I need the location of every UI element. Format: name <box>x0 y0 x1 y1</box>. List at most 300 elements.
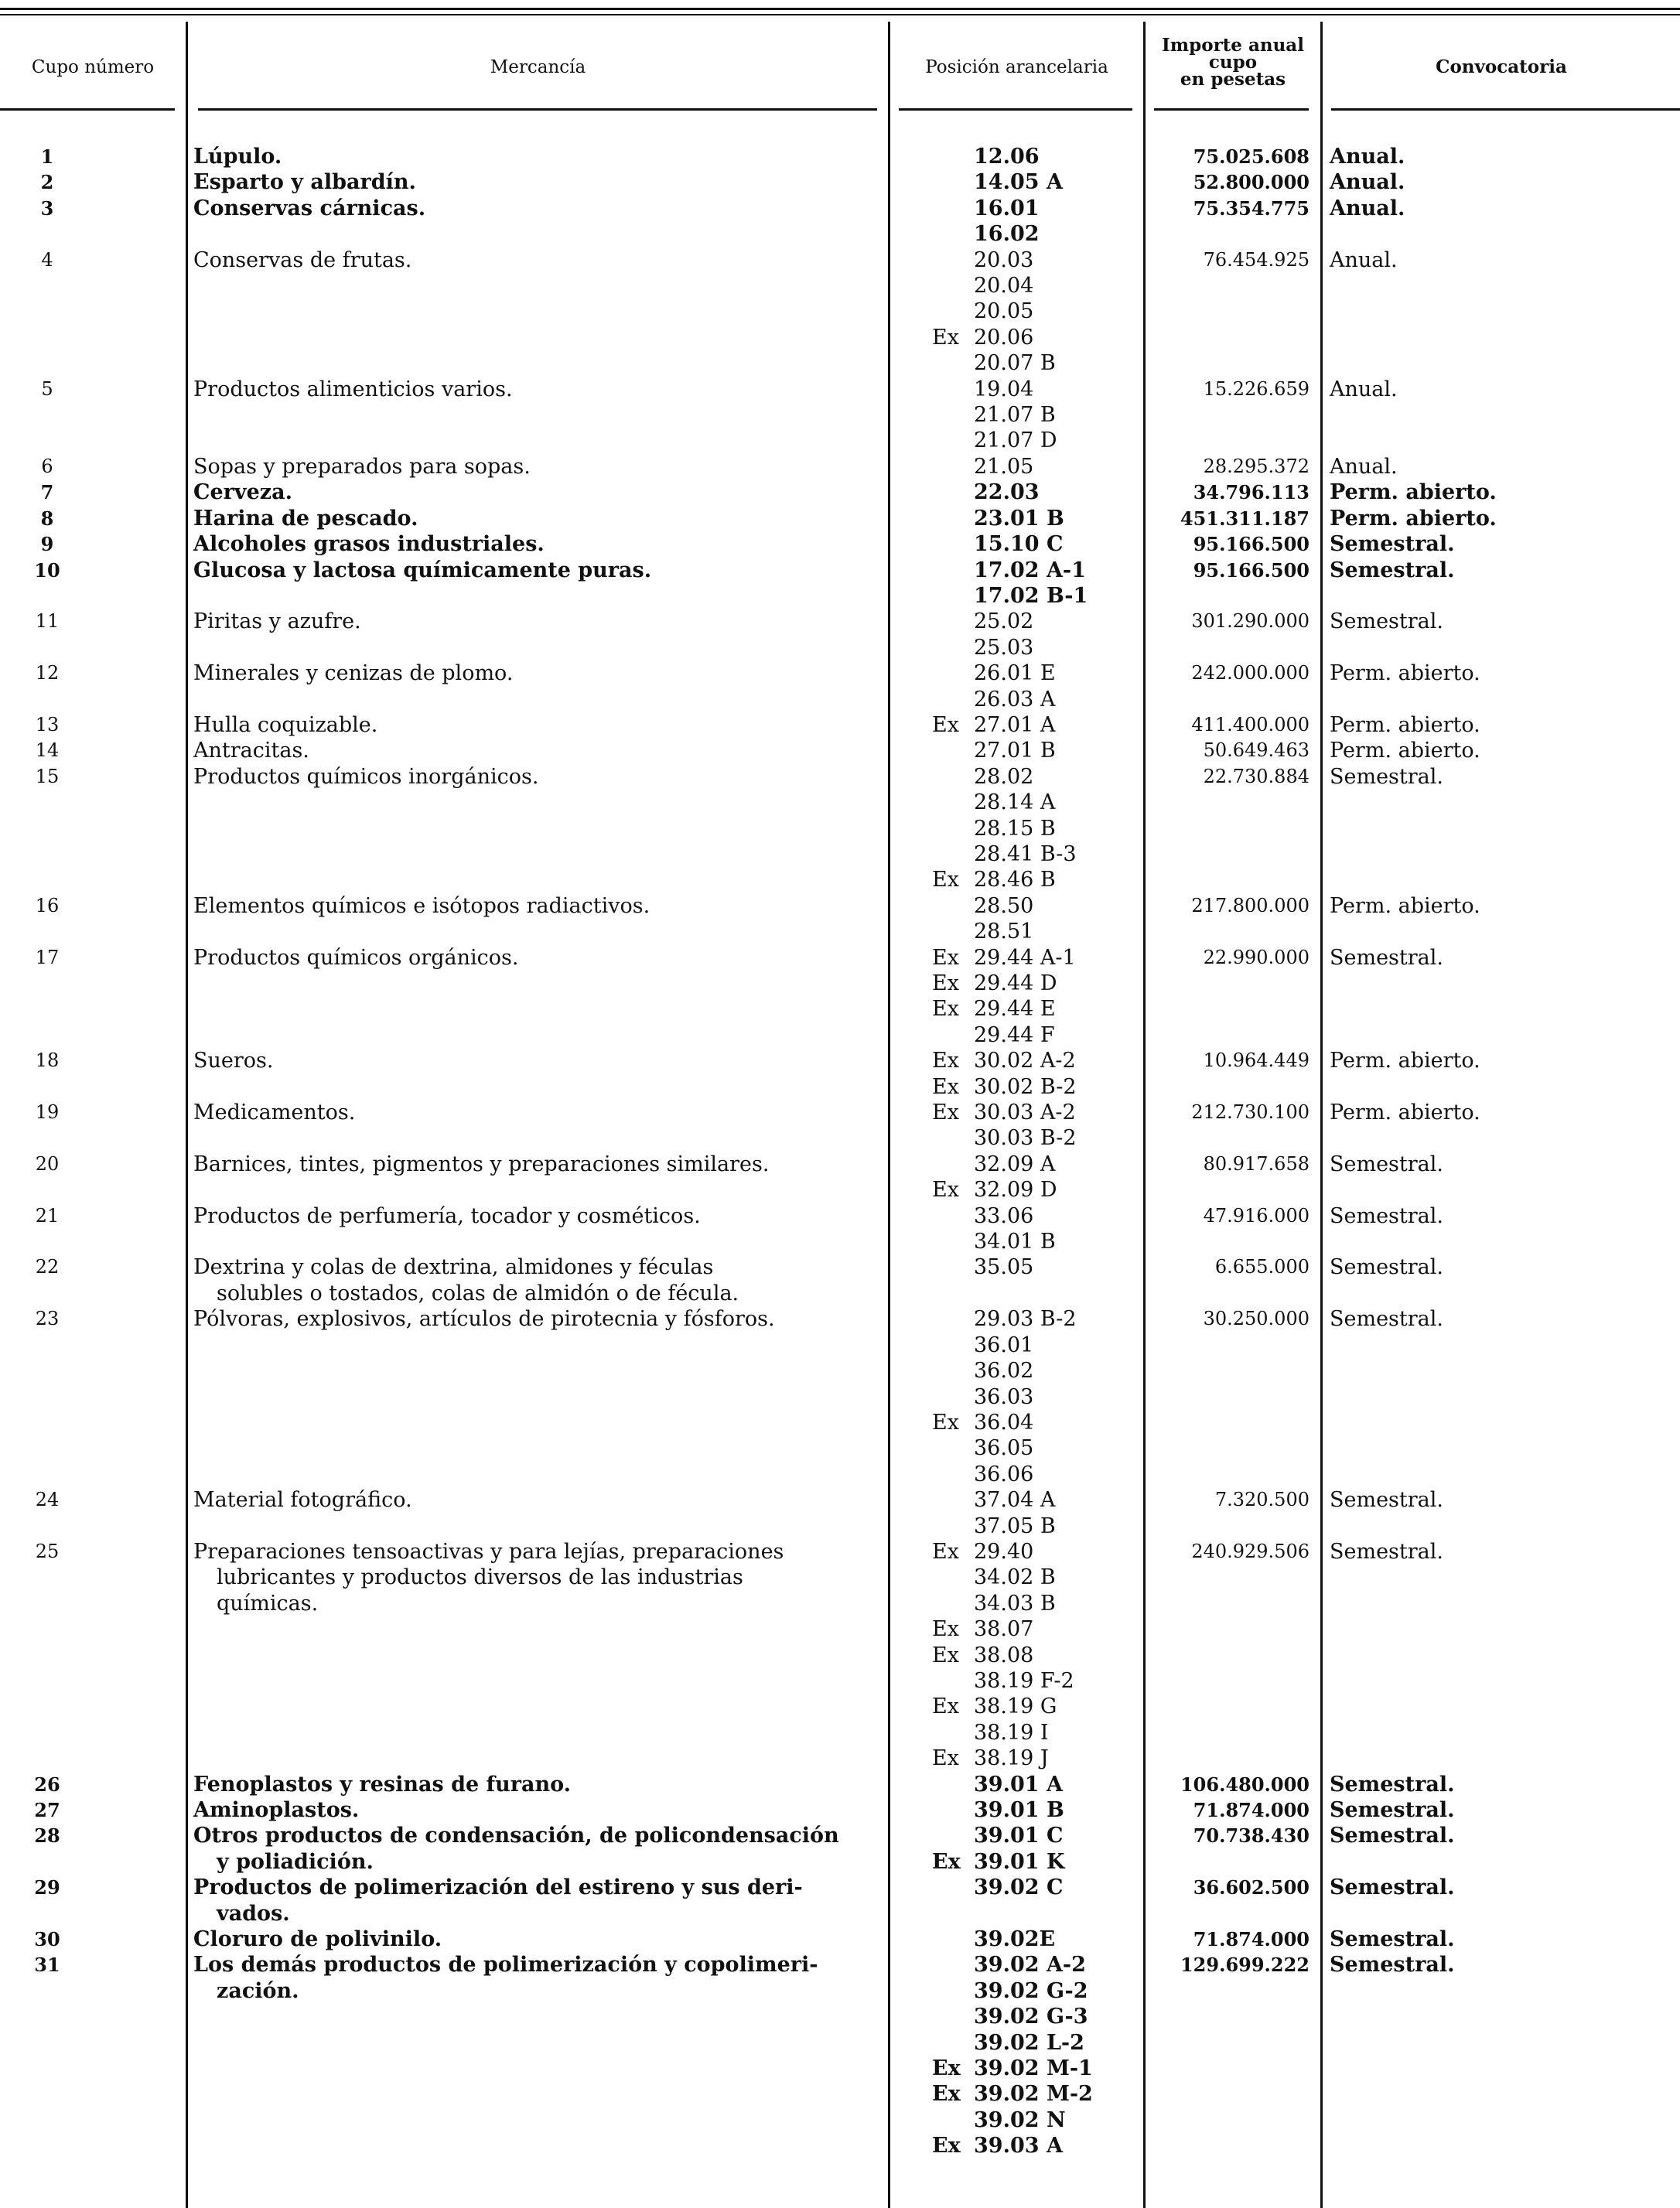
posicion-line <box>932 996 1145 1022</box>
mercancia-line: Dextrina y colas de dextrina, almidones y féculas <box>193 1255 714 1280</box>
cupo-number: 29 <box>34 1876 60 1899</box>
tariff-code: 12.06 <box>974 145 1040 169</box>
posicion-line <box>932 1772 1145 1797</box>
posicion-line <box>932 971 1145 996</box>
mercancia-line: Lúpulo. <box>193 145 282 169</box>
tariff-code: 38.19 J <box>974 1746 1049 1771</box>
posicion-line <box>932 479 1145 505</box>
table-row <box>0 945 1680 1049</box>
posicion-cell <box>890 1152 1145 1203</box>
importe-cell: 301.290.000 <box>1191 610 1310 633</box>
posicion-line <box>932 867 1145 892</box>
table-row <box>0 1797 1680 1823</box>
cupo-number: 6 <box>41 455 53 477</box>
tariff-code: 28.50 <box>974 893 1034 918</box>
posicion-line <box>932 350 1145 376</box>
tariff-code: 37.05 B <box>974 1514 1056 1538</box>
convocatoria-cell: Semestral. <box>1330 558 1455 582</box>
posicion-line <box>932 1022 1145 1048</box>
posicion-line <box>932 1720 1145 1746</box>
tariff-code: 36.02 <box>974 1359 1034 1384</box>
posicion-line <box>932 609 1145 634</box>
posicion-line <box>932 1849 1145 1875</box>
ex-prefix: Ex <box>932 997 959 1022</box>
tariff-code: 29.44 D <box>974 971 1057 995</box>
convocatoria-cell: Anual. <box>1330 170 1405 195</box>
importe-cell: 6.655.000 <box>1214 1256 1310 1278</box>
cupo-number: 17 <box>35 946 60 968</box>
posicion-line <box>932 893 1145 919</box>
posicion-line <box>932 1333 1145 1358</box>
importe-cell: 75.354.775 <box>1193 196 1310 220</box>
tariff-code: 39.02 M-1 <box>974 2056 1093 2081</box>
table-row <box>0 609 1680 660</box>
mercancia-line: Esparto y albardín. <box>193 170 416 195</box>
header-underline-2 <box>198 108 877 111</box>
mercancia-line: Otros productos de condensación, de policondensación <box>193 1824 839 1848</box>
convocatoria-cell: Perm. abierto. <box>1330 739 1480 763</box>
posicion-cell <box>890 893 1145 945</box>
mercancia-line: Cloruro de polivinilo. <box>193 1927 442 1952</box>
ex-prefix: Ex <box>932 325 959 350</box>
posicion-line <box>932 428 1145 453</box>
tariff-code: 29.44 F <box>974 1022 1055 1047</box>
tariff-code: 37.04 A <box>974 1488 1056 1513</box>
tariff-code: 32.09 D <box>974 1178 1057 1203</box>
ex-prefix: Ex <box>932 1694 959 1719</box>
header-importe-line-1: Importe anual <box>1162 35 1304 56</box>
cupo-number: 18 <box>35 1049 60 1072</box>
mercancia-cell <box>186 893 890 945</box>
tariff-code: 21.05 <box>974 454 1034 479</box>
tariff-code: 33.06 <box>974 1203 1034 1228</box>
mercancia-line: Productos alimenticios varios. <box>193 377 513 401</box>
mercancia-cell <box>186 1048 890 1100</box>
posicion-cell <box>890 1772 1145 1797</box>
convocatoria-cell: Semestral. <box>1330 764 1443 789</box>
importe-cell: 47.916.000 <box>1203 1204 1310 1227</box>
importe-cell: 15.226.659 <box>1203 377 1310 400</box>
mercancia-line: Pólvoras, explosivos, artículos de pirotecnia y fósforos. <box>193 1307 775 1332</box>
posicion-line <box>932 1668 1145 1694</box>
tariff-code: 19.04 <box>974 377 1034 401</box>
header-underline-4 <box>1154 108 1309 111</box>
posicion-cell <box>890 1875 1145 1926</box>
tariff-code: 34.01 B <box>974 1230 1056 1254</box>
header-importe-line-3: en pesetas <box>1180 69 1286 90</box>
posicion-line <box>932 2107 1145 2133</box>
convocatoria-cell: Perm. abierto. <box>1330 480 1497 505</box>
tariff-code: 20.07 B <box>974 351 1056 376</box>
mercancia-cell <box>186 377 890 454</box>
table-row <box>0 1772 1680 1797</box>
posicion-line <box>932 506 1145 531</box>
convocatoria-cell: Semestral. <box>1330 532 1455 557</box>
importe-cell: 10.964.449 <box>1203 1049 1310 1072</box>
tariff-code: 38.19 I <box>974 1720 1049 1745</box>
posicion-line <box>932 1152 1145 1177</box>
ex-prefix: Ex <box>932 2056 961 2081</box>
posicion-line <box>932 1616 1145 1642</box>
tariff-code: 39.02 M-2 <box>974 2082 1093 2107</box>
importe-cell: 76.454.925 <box>1203 248 1310 271</box>
ex-prefix: Ex <box>932 945 959 970</box>
table-row <box>0 893 1680 945</box>
tariff-code: 26.03 A <box>974 687 1056 712</box>
importe-cell: 95.166.500 <box>1193 558 1310 582</box>
mercancia-cell <box>186 609 890 660</box>
posicion-cell <box>890 479 1145 505</box>
posicion-line <box>932 1643 1145 1668</box>
importe-cell: 411.400.000 <box>1191 713 1310 735</box>
posicion-line <box>932 790 1145 815</box>
tariff-code: 25.03 <box>974 635 1034 660</box>
tariff-code: 36.04 <box>974 1410 1034 1435</box>
posicion-line <box>932 402 1145 428</box>
ex-prefix: Ex <box>932 1849 961 1874</box>
cupo-number: 28 <box>34 1824 60 1848</box>
tariff-code: 38.07 <box>974 1617 1034 1642</box>
convocatoria-cell: Semestral. <box>1330 1875 1455 1900</box>
mercancia-line: Productos de polimerización del estireno y sus deri- <box>193 1875 803 1900</box>
mercancia-cell <box>186 1152 890 1203</box>
importe-cell: 34.796.113 <box>1193 481 1310 504</box>
posicion-line <box>932 816 1145 841</box>
posicion-line <box>932 687 1145 712</box>
table-row <box>0 660 1680 712</box>
mercancia-cell <box>186 1875 890 1926</box>
importe-cell: 70.738.430 <box>1193 1824 1310 1848</box>
convocatoria-cell: Semestral. <box>1330 1152 1443 1176</box>
convocatoria-cell: Semestral. <box>1330 1488 1443 1513</box>
posicion-cell <box>890 609 1145 660</box>
ex-prefix: Ex <box>932 1539 959 1564</box>
posicion-cell <box>890 660 1145 712</box>
tariff-code: 21.07 D <box>974 428 1057 453</box>
posicion-line <box>932 1100 1145 1125</box>
mercancia-cell <box>186 196 890 247</box>
mercancia-line: Fenoplastos y resinas de furano. <box>193 1772 572 1797</box>
table-row <box>0 1487 1680 1539</box>
mercancia-line: Productos químicos orgánicos. <box>193 945 519 970</box>
importe-cell: 22.730.884 <box>1203 765 1310 787</box>
ex-prefix: Ex <box>932 868 959 892</box>
table-row <box>0 712 1680 738</box>
posicion-line <box>932 2133 1145 2159</box>
tariff-code: 36.01 <box>974 1333 1034 1357</box>
tariff-code: 39.02 L-2 <box>974 2030 1084 2055</box>
posicion-cell <box>890 1203 1145 1255</box>
cupo-number: 24 <box>35 1489 60 1511</box>
header-underline-3 <box>899 108 1132 111</box>
tariff-code: 30.02 A-2 <box>974 1049 1076 1073</box>
tariff-code: 20.04 <box>974 274 1034 299</box>
posicion-line <box>932 919 1145 944</box>
convocatoria-cell: Perm. abierto. <box>1330 893 1480 918</box>
mercancia-line: Elementos químicos e isótopos radiactivos. <box>193 893 650 918</box>
mercancia-cell <box>186 506 890 531</box>
ex-prefix: Ex <box>932 1074 959 1099</box>
cupo-number: 23 <box>35 1308 60 1330</box>
posicion-line <box>932 377 1145 402</box>
ex-prefix: Ex <box>932 712 959 737</box>
posicion-line <box>932 764 1145 790</box>
table-row <box>0 1254 1680 1306</box>
cupo-number: 27 <box>34 1799 60 1821</box>
mercancia-line: Preparaciones tensoactivas y para lejías, preparaciones <box>193 1539 784 1564</box>
tariff-code: 17.02 A-1 <box>974 558 1086 582</box>
ex-prefix: Ex <box>932 1178 959 1203</box>
cupo-number: 19 <box>35 1101 60 1124</box>
tariff-code: 30.03 A-2 <box>974 1101 1076 1125</box>
table-row <box>0 377 1680 454</box>
mercancia-line: y poliadición. <box>217 1849 374 1874</box>
mercancia-line: Conservas de frutas. <box>193 247 412 272</box>
mercancia-cell <box>186 1797 890 1823</box>
convocatoria-cell: Semestral. <box>1330 1539 1443 1564</box>
posicion-cell <box>890 196 1145 247</box>
convocatoria-cell: Anual. <box>1330 454 1398 479</box>
table-row <box>0 1152 1680 1203</box>
mercancia-cell <box>186 247 890 377</box>
posicion-line <box>932 1875 1145 1900</box>
importe-cell: 22.990.000 <box>1203 946 1310 968</box>
header-underline-5 <box>1331 108 1680 111</box>
tariff-code: 15.10 C <box>974 532 1064 557</box>
table-row <box>0 558 1680 609</box>
convocatoria-cell: Perm. abierto. <box>1330 1101 1480 1125</box>
tariff-code: 29.40 <box>974 1539 1034 1564</box>
tariff-code: 17.02 B-1 <box>974 583 1088 608</box>
posicion-line <box>932 169 1145 195</box>
table-row <box>0 531 1680 557</box>
convocatoria-cell: Semestral. <box>1330 1824 1455 1848</box>
importe-cell: 80.917.658 <box>1203 1152 1310 1175</box>
table-row <box>0 738 1680 763</box>
convocatoria-cell: Anual. <box>1330 377 1398 401</box>
posicion-line <box>932 1952 1145 1978</box>
mercancia-line: Alcoholes grasos industriales. <box>193 532 545 557</box>
tariff-code: 20.06 <box>974 325 1034 350</box>
mercancia-cell <box>186 1823 890 1875</box>
posicion-line <box>932 1565 1145 1590</box>
table-row <box>0 454 1680 479</box>
convocatoria-cell: Semestral. <box>1330 1307 1443 1332</box>
posicion-line <box>932 1306 1145 1332</box>
tariff-code: 26.01 E <box>974 661 1056 686</box>
convocatoria-cell: Anual. <box>1330 196 1405 220</box>
ex-prefix: Ex <box>932 1746 959 1771</box>
posicion-line <box>932 325 1145 350</box>
importe-cell: 7.320.500 <box>1214 1489 1310 1511</box>
tariff-code: 28.41 B-3 <box>974 841 1077 866</box>
mercancia-cell <box>186 1203 890 1255</box>
convocatoria-cell: Anual. <box>1330 247 1398 272</box>
convocatoria-cell: Semestral. <box>1330 609 1443 634</box>
mercancia-cell <box>186 1100 890 1152</box>
tariff-code: 38.19 F-2 <box>974 1668 1074 1693</box>
tariff-code: 35.05 <box>974 1255 1034 1280</box>
mercancia-cell <box>186 144 890 169</box>
cupo-number: 9 <box>40 533 54 556</box>
table-row <box>0 1823 1680 1875</box>
cupo-number: 12 <box>35 662 60 684</box>
tariff-code: 39.02E <box>974 1927 1056 1952</box>
posicion-line <box>932 299 1145 324</box>
importe-cell: 30.250.000 <box>1203 1308 1310 1330</box>
tariff-code: 16.01 <box>974 196 1040 220</box>
tariff-code: 28.14 A <box>974 790 1056 815</box>
mercancia-cell <box>186 1926 890 1952</box>
convocatoria-cell: Semestral. <box>1330 945 1443 970</box>
convocatoria-cell: Perm. abierto. <box>1330 661 1480 686</box>
tariff-code: 39.03 A <box>974 2134 1063 2159</box>
mercancia-line: Los demás productos de polimerización y copolimeri- <box>193 1953 818 1978</box>
mercancia-line: Cerveza. <box>193 480 292 505</box>
tariff-code: 22.03 <box>974 480 1040 505</box>
posicion-line <box>932 1591 1145 1616</box>
mercancia-cell <box>186 945 890 1049</box>
tariff-code: 36.05 <box>974 1436 1034 1461</box>
posicion-line <box>932 1254 1145 1280</box>
convocatoria-cell: Semestral. <box>1330 1203 1443 1228</box>
posicion-line <box>932 1978 1145 2004</box>
importe-cell: 217.800.000 <box>1191 894 1310 916</box>
posicion-line <box>932 1384 1145 1410</box>
convocatoria-cell: Semestral. <box>1330 1953 1455 1978</box>
ex-prefix: Ex <box>932 971 959 995</box>
tariff-code: 21.07 B <box>974 403 1056 428</box>
posicion-cell <box>890 1952 1145 2159</box>
posicion-line <box>932 144 1145 169</box>
cupo-number: 20 <box>35 1152 60 1175</box>
posicion-cell <box>890 1539 1145 1772</box>
tariff-code: 39.02 G-3 <box>974 2005 1088 2029</box>
cupo-number: 26 <box>34 1773 60 1796</box>
posicion-line <box>932 2056 1145 2081</box>
table-row <box>0 247 1680 377</box>
convocatoria-cell: Perm. abierto. <box>1330 712 1480 737</box>
mercancia-line: Piritas y azufre. <box>193 609 361 634</box>
posicion-line <box>932 2030 1145 2056</box>
posicion-line <box>932 273 1145 299</box>
mercancia-line: químicas. <box>217 1591 319 1616</box>
posicion-cell <box>890 738 1145 763</box>
tariff-code: 39.01 C <box>974 1824 1064 1848</box>
tariff-code: 30.02 B-2 <box>974 1074 1077 1099</box>
mercancia-line: Sopas y preparados para sopas. <box>193 454 531 479</box>
table-row <box>0 1952 1680 2159</box>
table-row <box>0 1539 1680 1772</box>
posicion-cell <box>890 712 1145 738</box>
tariff-code: 16.02 <box>974 222 1040 247</box>
tariff-code: 30.03 B-2 <box>974 1126 1077 1151</box>
tariff-code: 39.02 G-2 <box>974 1978 1088 2003</box>
header-convocatoria: Convocatoria <box>1436 56 1567 77</box>
posicion-line <box>932 1435 1145 1461</box>
posicion-line <box>932 247 1145 273</box>
tariff-code: 27.01 A <box>974 712 1056 737</box>
mercancia-cell <box>186 1539 890 1772</box>
mercancia-line: vados. <box>217 1901 290 1926</box>
posicion-cell <box>890 1048 1145 1100</box>
mercancia-line: Material fotográfico. <box>193 1488 412 1513</box>
posicion-line <box>932 221 1145 247</box>
posicion-line <box>932 1125 1145 1151</box>
table-row <box>0 764 1680 893</box>
tariff-code: 29.03 B-2 <box>974 1307 1077 1332</box>
posicion-line <box>932 945 1145 971</box>
posicion-cell <box>890 454 1145 479</box>
ex-prefix: Ex <box>932 2082 961 2107</box>
posicion-line <box>932 712 1145 738</box>
table-row <box>0 1100 1680 1152</box>
posicion-line <box>932 196 1145 221</box>
posicion-line <box>932 1203 1145 1229</box>
tariff-code: 29.44 A-1 <box>974 945 1076 970</box>
cupo-number: 11 <box>35 610 60 633</box>
tariff-code: 28.02 <box>974 764 1034 789</box>
posicion-line <box>932 1539 1145 1565</box>
posicion-line <box>932 841 1145 867</box>
importe-cell: 50.649.463 <box>1203 739 1310 762</box>
mercancia-cell <box>186 531 890 557</box>
ex-prefix: Ex <box>932 1643 959 1667</box>
mercancia-cell <box>186 1254 890 1306</box>
posicion-cell <box>890 1797 1145 1823</box>
ex-prefix: Ex <box>932 1049 959 1073</box>
header-posicion: Posición arancelaria <box>925 57 1108 77</box>
mercancia-cell <box>186 1772 890 1797</box>
posicion-cell <box>890 247 1145 377</box>
mercancia-line: Glucosa y lactosa químicamente puras. <box>193 558 652 582</box>
tariff-code: 39.02 C <box>974 1875 1064 1900</box>
importe-cell: 212.730.100 <box>1191 1101 1310 1124</box>
importe-cell: 106.480.000 <box>1180 1773 1310 1796</box>
tariff-code: 27.01 B <box>974 739 1056 763</box>
table-row <box>0 1306 1680 1487</box>
tariff-code: 29.44 E <box>974 997 1056 1022</box>
tariff-code: 39.02 N <box>974 2107 1066 2132</box>
posicion-line <box>932 660 1145 686</box>
posicion-line <box>932 1797 1145 1823</box>
posicion-line <box>932 531 1145 557</box>
cupo-number: 8 <box>40 507 54 530</box>
tariff-code: 34.02 B <box>974 1565 1056 1590</box>
header-cupo: Cupo número <box>31 57 155 77</box>
posicion-cell <box>890 1926 1145 1952</box>
posicion-line <box>932 1823 1145 1848</box>
importe-cell: 129.699.222 <box>1180 1954 1310 1977</box>
posicion-cell <box>890 945 1145 1049</box>
cupo-number: 25 <box>35 1540 60 1562</box>
tariff-code: 39.02 A-2 <box>974 1953 1086 1978</box>
posicion-line <box>932 1074 1145 1100</box>
posicion-line <box>932 635 1145 660</box>
mercancia-cell <box>186 1306 890 1487</box>
mercancia-line: solubles o tostados, colas de almidón o de fécula. <box>217 1281 739 1305</box>
cupo-number: 5 <box>41 377 53 400</box>
importe-cell: 75.025.608 <box>1193 145 1310 168</box>
mercancia-line: lubricantes y productos diversos de las industrias <box>217 1565 743 1590</box>
posicion-line <box>932 738 1145 763</box>
posicion-cell <box>890 377 1145 454</box>
cupo-number: 31 <box>34 1954 60 1977</box>
tariff-code: 34.03 B <box>974 1591 1056 1616</box>
header-importe <box>1146 36 1320 90</box>
posicion-line <box>932 2004 1145 2029</box>
importe-cell: 71.874.000 <box>1193 1928 1310 1951</box>
